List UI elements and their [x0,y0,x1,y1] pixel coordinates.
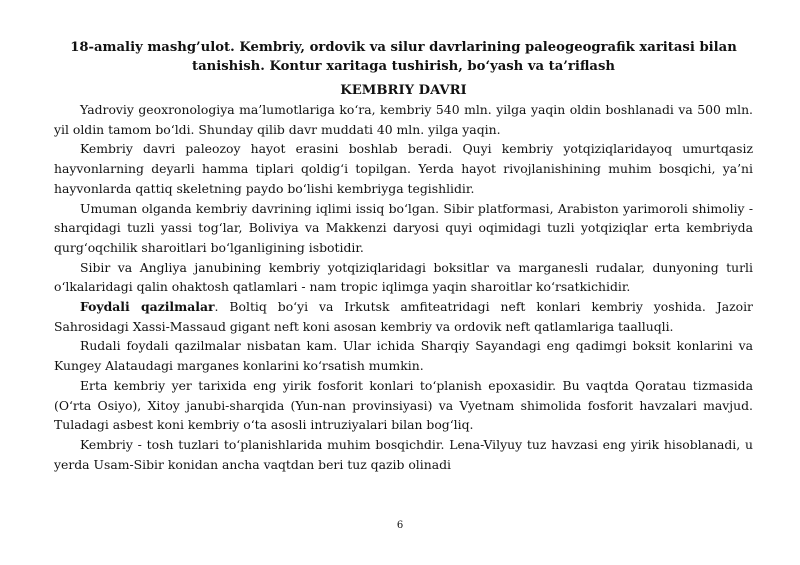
paragraph-climate [54,199,753,258]
paragraph-dating [54,100,753,139]
minerals-heading: Foydali qazilmalar [80,299,215,315]
paragraph-life [54,139,753,198]
document-title: 18-amaliy mashg’ulot. Kembriy, ordovik va silur davrlarining paleogeografik xaritasi bilan tanishish. Kontur xaritaga tushirish, boʻyash va ta’riflash [70,40,737,74]
paragraph-text: Erta kembriy yer tarixida eng yirik fosforit konlari toʻplanish epoxasidir. Bu vaqtda Qoratau tizmasida (Oʻrta Osiyo), Xitoy janubi-sharqida (Yun-nan provinsiyasi) va Vyetnam shimolida fosforit havzalari mavjud. Tuladagi asbest koni kembriy oʻta asosli intruziyalari bilan bogʻliq. [54,377,753,433]
paragraph-text: Sibir va Angliya janubining kembriy yotqiziqlaridagi boksitlar va marganesli rudalar, dunyoning turli oʻlkalaridagi qalin ohaktosh qatlamlari - nam tropic iqlimga yaqin sharoitlar koʻrsatkichidir. [54,259,753,295]
paragraph-text: Yadroviy geoxronologiya ma’lumotlariga koʻra, kembriy 540 mln. yilga yaqin oldin boshlanadi va 500 mln. yil oldin tamom boʻldi. Shunday qilib davr muddati 40 mln. yilga yaqin. [54,102,753,137]
paragraph-text: Kembriy davri paleozoy hayot erasini boshlab beradi. Quyi kembriy yotqiziqlaridayoq umurtqasiz hayvonlarning deyarli hamma tiplari qoldigʻi topilgan. Yerda hayot rivojlanishining muhim bosqichi, ya’ni hayvonlarda qattiq skeletning paydo boʻlishi kembriyga tegishlidir. [54,141,753,196]
section-heading: KEMBRIY DAVRI [340,83,467,98]
paragraph-phosphorite [54,376,753,435]
page-number: 6 [396,520,404,531]
paragraph-text: Kembriy - tosh tuzlari toʻplanishlarida muhim bosqichdir. Lena-Vilyuy tuz havzasi eng yirik hisoblanadi, u yerda Usam-Sibir konidan ancha vaqtdan beri tuz qazib olinadi [54,436,753,472]
paragraph-text: Rudali foydali qazilmalar nisbatan kam. Ular ichida Sharqiy Sayandagi eng qadimgi boksit konlarini va Kungey Alataudagi marganes konlarini koʻrsatish mumkin. [54,338,753,374]
paragraph-text: Umuman olganda kembriy davrining iqlimi issiq boʻlgan. Sibir platformasi, Arabiston yarimoroli shimoliy - sharqidagi tuzli yassi togʻlar, Boliviya va Makkenzi daryosi quyi oqimidagi tuzli yotqiziqlar erta kembriyda qurgʻoqchilik sharoitlari boʻlganligining isbotidir. [54,200,753,255]
paragraph-ores [54,336,753,375]
paragraph-minerals [54,297,753,336]
paragraph-salt [54,435,753,474]
paragraph-text: . Boltiq boʻyi va Irkutsk amfiteatridagi neft konlari kembriy yoshida. Jazoir Sahrosidagi Xassi-Massaud gigant neft koni asosan kembriy va ordovik neft qatlamlariga taalluqli. [54,299,753,334]
paragraph-tropic-indicators [54,258,753,297]
